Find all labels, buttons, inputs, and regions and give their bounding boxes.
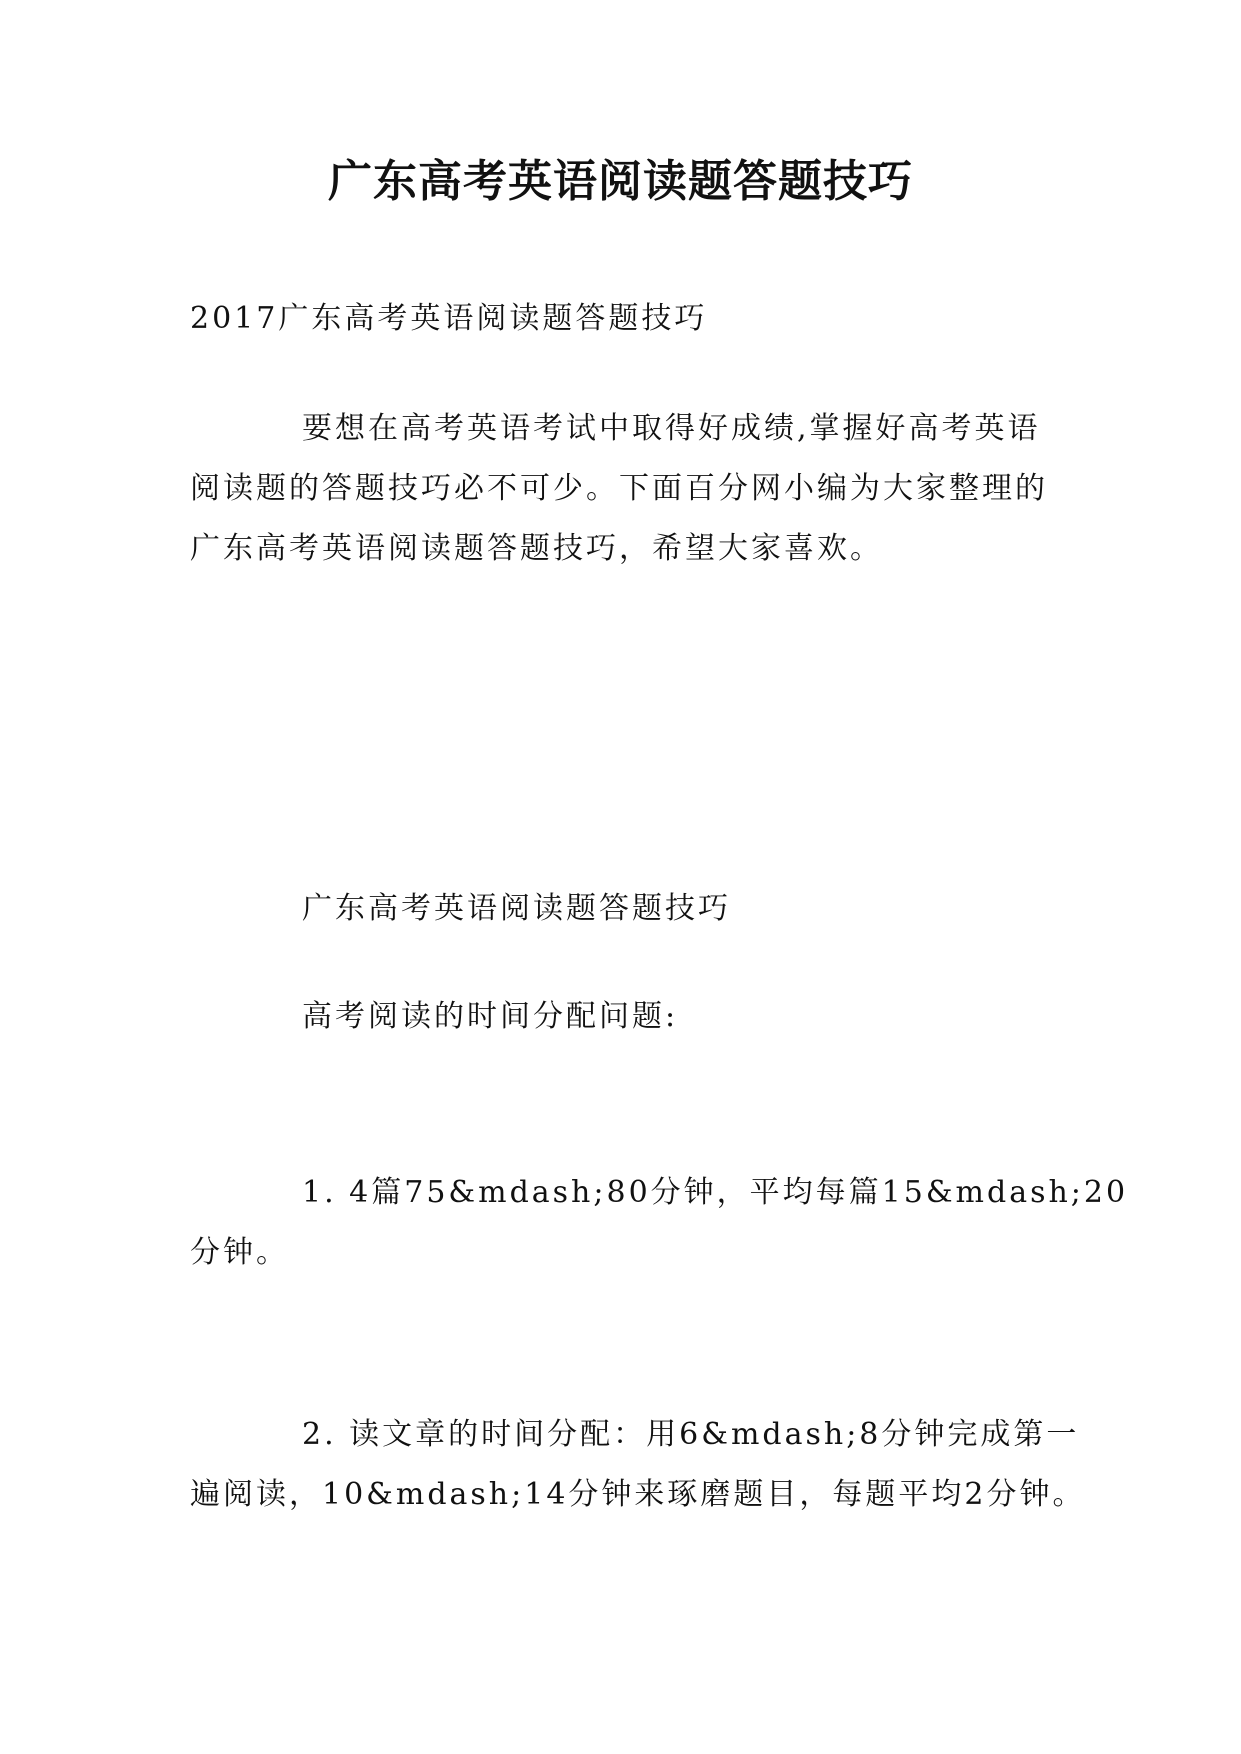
item-1-line-1: 1. 4篇75&mdash;80分钟，平均每篇15&mdash;20 (302, 1175, 1129, 1210)
item-1-line-2: 分钟。 (190, 1235, 289, 1270)
document-subtitle: 2017广东高考英语阅读题答题技巧 (190, 301, 708, 336)
item-2-line-1: 2. 读文章的时间分配：用6&mdash;8分钟完成第一 (302, 1417, 1080, 1452)
intro-line-2: 阅读题的答题技巧必不可少。下面百分网小编为大家整理的 (190, 471, 1048, 506)
item-2-line-2: 遍阅读，10&mdash;14分钟来琢磨题目，每题平均2分钟。 (190, 1477, 1086, 1512)
intro-line-3: 广东高考英语阅读题答题技巧，希望大家喜欢。 (190, 531, 883, 566)
intro-line-1: 要想在高考英语考试中取得好成绩,掌握好高考英语 (302, 411, 1041, 446)
document-title: 广东高考英语阅读题答题技巧 (328, 156, 913, 207)
time-allocation-heading: 高考阅读的时间分配问题: (302, 999, 679, 1034)
section-heading: 广东高考英语阅读题答题技巧 (302, 891, 731, 926)
